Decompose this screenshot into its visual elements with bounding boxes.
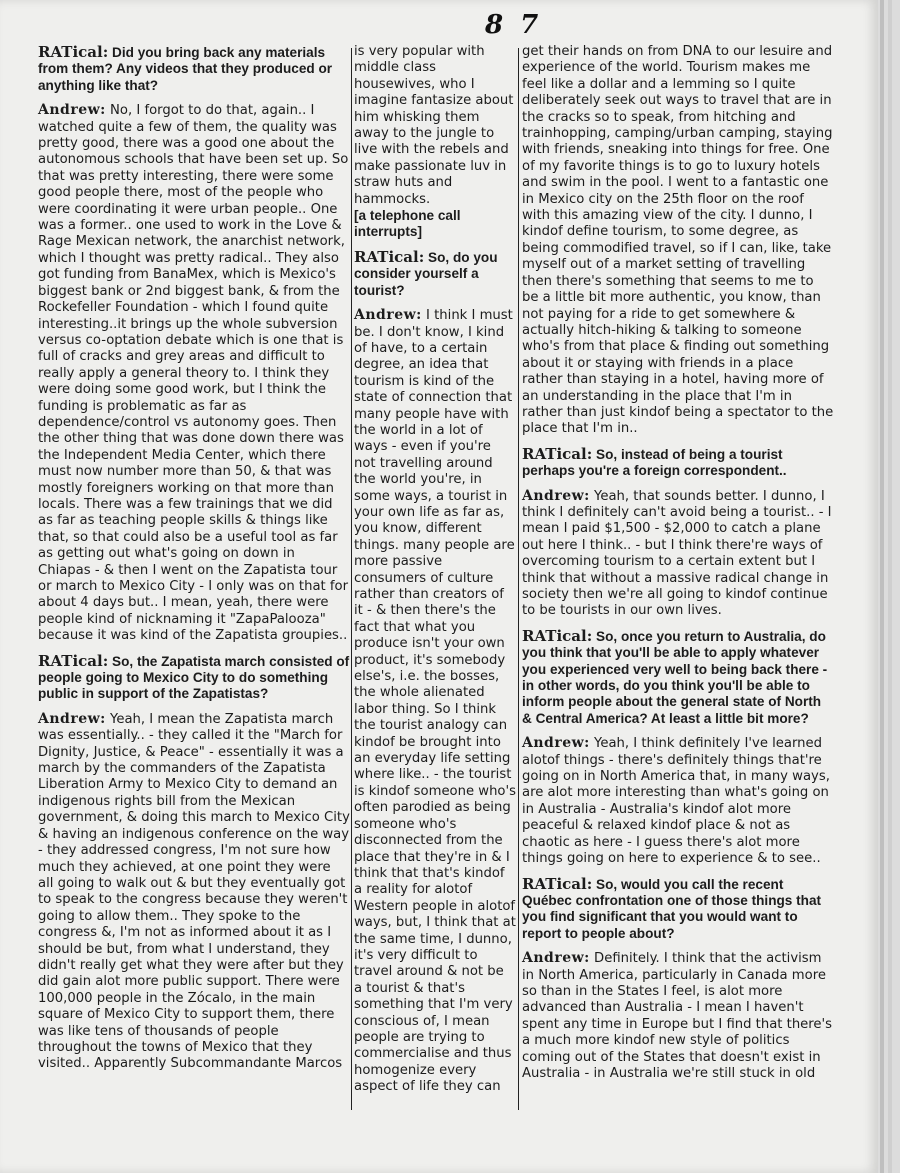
- question-text: So, would you call the recent Québec confrontation one of those things that you find significant that you would want to report to people about?: [522, 876, 822, 941]
- answer: [38, 711, 350, 1073]
- interruption-note: [a telephone call interrupts]: [354, 208, 461, 240]
- answer-text: Definitely. I think that the activism in North America, particularly in Canada more so than in the States I feel, is alot more advanced than Australia - I mean I haven't spent any time in Europe but I find that there's a much more kindof new style of politics coming out of the States that doesn't exist in Australia - in Australia we're still stuck in old: [522, 951, 833, 1081]
- speaker-tag: Andrew:: [38, 710, 106, 727]
- answer-text: Yeah, I think definitely I've learned alotof things - there's definitely things that're going on in North America that, in many ways, are alot more interesting than what's going on in Australia - Australia's kindof alot more peaceful & relaxed kindof place & not as chaotic as here - I guess there's alot more things going on here to experience & to see..: [522, 736, 830, 867]
- speaker-tag: RATical:: [522, 444, 593, 463]
- answer-text: I think I must be. I don't know, I kind of have, to a certain degree, an idea that tourism is kind of the state of connection that many people have with the world in a lot of ways - even if you're not travelling around the world you're, in some ways, a tourist in your own life as far as, you know, different things. many people are more passive consumers of culture rather than creators of it - & then there's the fact that what you produce isn't your own product, it's somebody else's, i.e. the bosses, the whole alienated labor thing. So I think the tourist analogy can kindof be brought into an everyday life setting where like.. - the tourist is kindof someone who's often parodied as being someone who's disconnected from the place that they're in & I think that that's kindof a reality for alotof Western people in alotof ways, but, I think that at the same time, I dunno, it's very difficult to travel around & not be a tourist & that's something that I'm very conscious of, I mean people are trying to commercialise and thus homogenize every aspect of life they can: [354, 308, 516, 1095]
- speaker-tag: RATical:: [38, 651, 109, 670]
- question: [38, 653, 350, 703]
- speaker-tag: RATical:: [522, 874, 593, 893]
- answer-text: No, I forgot to do that, again.. I watched quite a few of them, the quality was pretty good, there was a good one about the autonomous schools that have been set up. So that was pretty interesting, there were some good people there, most of the people who were coordinating it were urban people.. One was a former.. one used to work in the Love & Rage Mexican network, the anarchist network, which I thought was pretty radical.. They also got funding from BanaMex, which is Mexico's biggest bank or 2nd biggest bank, & from the Rockefeller Foundation - which I found quite interesting..it brings up the whole subversion versus co-optation debate which is one that is full of cracks and grey areas and difficult to really apply a general theory to. I think they were doing some good work, but I think the funding is problematic as far as dependence/control vs autonomy goes. Then the other thing that was done down there was the Independent Media Center, which there must now number more than 50, & that was mostly foreigners working on that more than locals. There was a few trainings that we did as far as teaching people skills & things like that, so that could also be a useful tool as far as getting out what's going on down in Chiapas - & then I went on the Zapatista tour or march to Mexico City - I only was on that for about 4 days but.. I mean, yeah, there were people kind of nicknaming it "ZapaPalooza" because it was kind of the Zapatista groupies..: [38, 103, 349, 644]
- speaker-tag: Andrew:: [522, 950, 590, 967]
- column-3: [522, 44, 834, 1090]
- answer-text: Yeah, I mean the Zapatista march was essentially.. - they called it the "March for Dignity, Justice, & Peace" - essentially it was a march by the commanders of the Zapatista Liberation Army to Mexico City to demand an indigenous rights bill from the Mexican government, & doing this march to Mexico City & having an indigenous conference on the way - they addressed congress, I'm not sure how much they achieved, at one point they were all going to walk out & but they eventually got to speak to the congress because they weren't going to allow them.. They spoke to the congress &, I'm not as informed about it as I should be but, from what I understand, they didn't really get what they were after but they did gain alot more public support. There were 100,000 people in the Zócalo, in the main square of Mexico City to support them, there was like tens of thousands of people throughout the towns of Mexico that they visited.. Apparently Subcommandante Marcos: [38, 711, 350, 1072]
- question-text: So, instead of being a tourist perhaps you're a foreign correspondent..: [522, 446, 787, 479]
- answer: [38, 102, 350, 644]
- answer-text: Yeah, that sounds better. I dunno, I think I definitely can't avoid being a tourist.. - I mean I paid $1,500 - $2,000 to catch a plane out here I think.. - but I think there're ways of overcoming tourism to a certain extent but I think that without a massive radical change in society then we're all going to kindof continue to be tourists in our own lives.: [522, 488, 832, 619]
- question-text: So, once you return to Australia, do you think that you'll be able to apply whatever you experienced very well to being back there - in other words, do you think you'll be able to inform people about the general state of North & Central America? At least a little bit more?: [522, 628, 828, 726]
- speaker-tag: Andrew:: [522, 487, 590, 504]
- answer: [354, 307, 516, 1096]
- page-number: 8 7: [485, 10, 543, 40]
- question: [522, 876, 834, 943]
- speaker-tag: Andrew:: [354, 307, 422, 324]
- speaker-tag: RATical:: [522, 626, 593, 645]
- speaker-tag: Andrew:: [522, 735, 590, 752]
- answer: [522, 488, 834, 620]
- question: [354, 249, 516, 299]
- question-text: Did you bring back any materials from them? Any videos that they produced or anything like that?: [38, 45, 333, 93]
- speaker-tag: Andrew:: [38, 102, 106, 119]
- answer: [522, 950, 834, 1082]
- question-text: So, do you consider yourself a tourist?: [354, 249, 498, 298]
- paragraph: is very popular with middle class housewives, who I imagine fantasize about him whisking them away to the jungle to live with the rebels and make passionate luv in straw huts and hammocks.: [354, 44, 514, 207]
- question-text: So, the Zapatista march consisted of people going to Mexico City to do something public in support of the Zapatistas?: [38, 653, 350, 702]
- column-1: [38, 44, 350, 1081]
- speaker-tag: RATical:: [354, 247, 425, 266]
- question: [522, 628, 834, 727]
- column-rule: [518, 48, 519, 1110]
- question: [522, 446, 834, 480]
- column-2: [354, 44, 516, 1104]
- page-edge: [880, 0, 884, 1173]
- answer: [522, 735, 834, 867]
- paragraph: get their hands on from DNA to our lesuire and experience of the world. Tourism makes me feel like a dollar and a lemming so I quite deliberately seek out ways to travel that are in the cracks so to speak, from hitching and trainhopping, camping/urban camping, staying with friends, sneaking into things for free. One of my favorite things is to go to luxury hotels and swim in the pool. I went to a fantastic one in Mexico city on the 25th floor on the roof with this amazing view of the city. I dunno, I kindof define tourism, to some degree, as being commodified travel, so if I can, like, take myself out of a market setting of travelling then there's something that seems to me to be a little bit more authentic, you know, than not paying for a ride to get somewhere & actually hitch-hiking & talking to someone who's from that place & finding out something about it or staying with friends in a place rather than staying in a hotel, having more of an understanding in the place that I'm in rather than just kindof being a spectator to the place that I'm in..: [522, 44, 834, 437]
- question: [38, 44, 350, 94]
- page-edge: [888, 0, 892, 1173]
- speaker-tag: RATical:: [38, 43, 109, 61]
- column-rule: [351, 48, 352, 1110]
